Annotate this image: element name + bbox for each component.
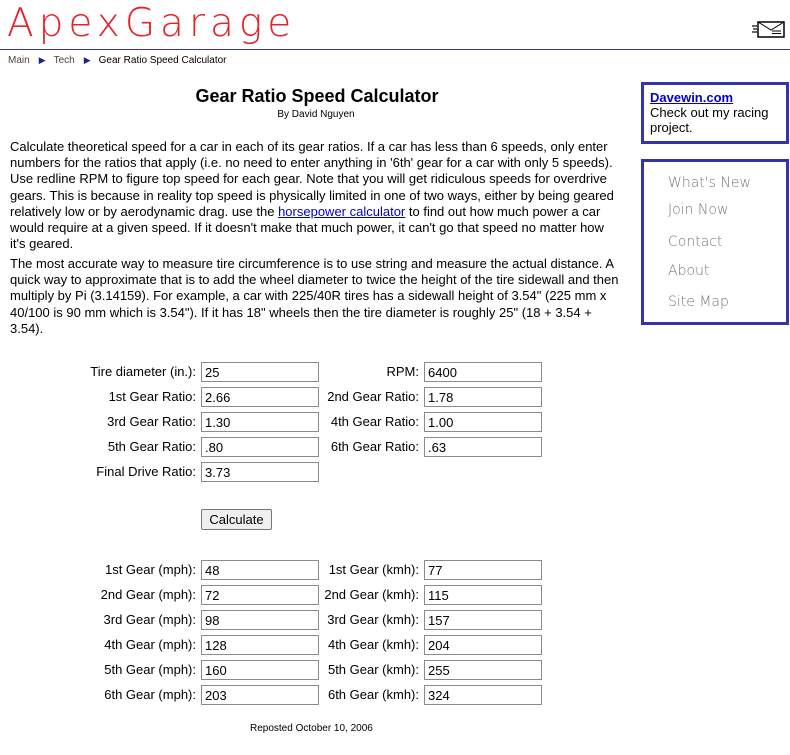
gear5-ratio-label: 5th Gear Ratio: — [107, 439, 196, 454]
mph-gear1-output[interactable] — [201, 560, 319, 580]
triangle-right-icon: ▶ — [83, 55, 91, 65]
gear4-ratio-label: 4th Gear Ratio: — [330, 414, 419, 429]
gear3-ratio-label: 3rd Gear Ratio: — [107, 414, 196, 429]
kmh-gear1-output[interactable] — [424, 560, 542, 580]
kmh-gear5-label: 5th Gear (kmh): — [327, 662, 419, 677]
kmh-gear2-label: 2nd Gear (kmh): — [324, 587, 419, 602]
mph-gear1-label: 1st Gear (mph): — [104, 562, 196, 577]
breadcrumb — [8, 55, 227, 66]
mph-gear6-output[interactable] — [201, 685, 319, 705]
tire-circumference-paragraph: The most accurate way to measure tire circumference is to use string and measure the actual distance. A quick way to approximate that is to add the wheel diameter to twice the height of the tire sidewall and then multiply by Pi (3.14159). For example, a car with 225/40R tires has a sidewall height of 3.54" (225 mm x 40/100 is 90 mm which is 3.54"). If it has 18" wheels then the tire diameter is roughly 25" (18 + 3.54 + 3.54). — [10, 256, 619, 336]
tire-diameter-label: Tire diameter (in.): — [90, 364, 196, 379]
kmh-gear4-output[interactable] — [424, 635, 542, 655]
mph-gear5-output[interactable] — [201, 660, 319, 680]
mph-gear2-output[interactable] — [201, 585, 319, 605]
intro-text-1: Calculate theoretical speed for a car in each of its gear ratios. If a car has less than 6 speeds, only enter numbers for the ratios that apply (i.e. no need to enter anything in '6th' gear for a car with only 5 speeds). Use redline RPM to figure top speed for each gear. Note that you will get ridiculous speeds for overdrive gears. This is because in reality top speed is physically limited in one of two ways, either by being geared relatively low or by aerodynamic drag. use the — [10, 139, 614, 219]
rpm-label: RPM: — [386, 364, 419, 379]
intro-text-2: to find out how much power a car would require at a given speed. If it doesn't make that much power, it can't go that speed no matter how it's geared. — [10, 203, 604, 252]
mph-gear3-label: 3rd Gear (mph): — [103, 612, 196, 627]
header-divider — [0, 49, 790, 50]
kmh-gear2-output[interactable] — [424, 585, 542, 605]
tire-diameter-input[interactable] — [201, 362, 319, 382]
mph-gear4-output[interactable] — [201, 635, 319, 655]
gear3-ratio-input[interactable] — [201, 412, 319, 432]
byline: By David Nguyen — [277, 109, 355, 120]
gear6-ratio-label: 6th Gear Ratio: — [330, 439, 419, 454]
nav-about[interactable]: About — [668, 263, 710, 279]
breadcrumb-tech[interactable]: Tech — [53, 55, 75, 66]
breadcrumb-current: Gear Ratio Speed Calculator — [98, 55, 227, 66]
intro-paragraph — [10, 139, 622, 252]
nav-whats-new[interactable]: What's New — [668, 175, 751, 191]
gear2-ratio-label: 2nd Gear Ratio: — [327, 389, 419, 404]
sidebar-nav — [641, 159, 789, 325]
kmh-gear5-output[interactable] — [424, 660, 542, 680]
rpm-input[interactable] — [424, 362, 542, 382]
nav-join-now[interactable]: Join Now — [668, 202, 729, 218]
kmh-gear3-label: 3rd Gear (kmh): — [327, 612, 419, 627]
page-title: Gear Ratio Speed Calculator — [195, 86, 439, 106]
kmh-gear4-label: 4th Gear (kmh): — [327, 637, 419, 652]
mph-gear2-label: 2nd Gear (mph): — [100, 587, 196, 602]
ad-text: Check out my racing project. — [650, 105, 769, 135]
nav-contact[interactable]: Contact — [668, 234, 723, 250]
mph-gear3-output[interactable] — [201, 610, 319, 630]
gear6-ratio-input[interactable] — [424, 437, 542, 457]
mph-gear4-label: 4th Gear (mph): — [104, 637, 196, 652]
mph-gear6-label: 6th Gear (mph): — [104, 687, 196, 702]
nav-site-map[interactable]: Site Map — [668, 294, 729, 310]
gear1-ratio-label: 1st Gear Ratio: — [108, 389, 196, 404]
site-logo[interactable]: ApexGarage — [7, 1, 297, 46]
final-drive-label: Final Drive Ratio: — [96, 464, 196, 479]
final-drive-input[interactable] — [201, 462, 319, 482]
envelope-icon[interactable] — [752, 19, 786, 39]
gear4-ratio-input[interactable] — [424, 412, 542, 432]
gear5-ratio-input[interactable] — [201, 437, 319, 457]
kmh-gear6-output[interactable] — [424, 685, 542, 705]
calculate-button[interactable]: Calculate — [201, 509, 272, 530]
mph-gear5-label: 5th Gear (mph): — [104, 662, 196, 677]
main-content — [10, 84, 622, 336]
kmh-gear1-label: 1st Gear (kmh): — [328, 562, 419, 577]
triangle-right-icon: ▶ — [38, 55, 46, 65]
gear2-ratio-input[interactable] — [424, 387, 542, 407]
kmh-gear6-label: 6th Gear (kmh): — [327, 687, 419, 702]
horsepower-calculator-link[interactable]: horsepower calculator — [278, 203, 406, 219]
davewin-link[interactable]: Davewin.com — [650, 90, 734, 105]
sidebar-ad — [641, 82, 789, 144]
breadcrumb-main[interactable]: Main — [8, 55, 30, 66]
kmh-gear3-output[interactable] — [424, 610, 542, 630]
gear1-ratio-input[interactable] — [201, 387, 319, 407]
site-header — [0, 0, 790, 51]
repost-date: Reposted October 10, 2006 — [250, 723, 373, 734]
